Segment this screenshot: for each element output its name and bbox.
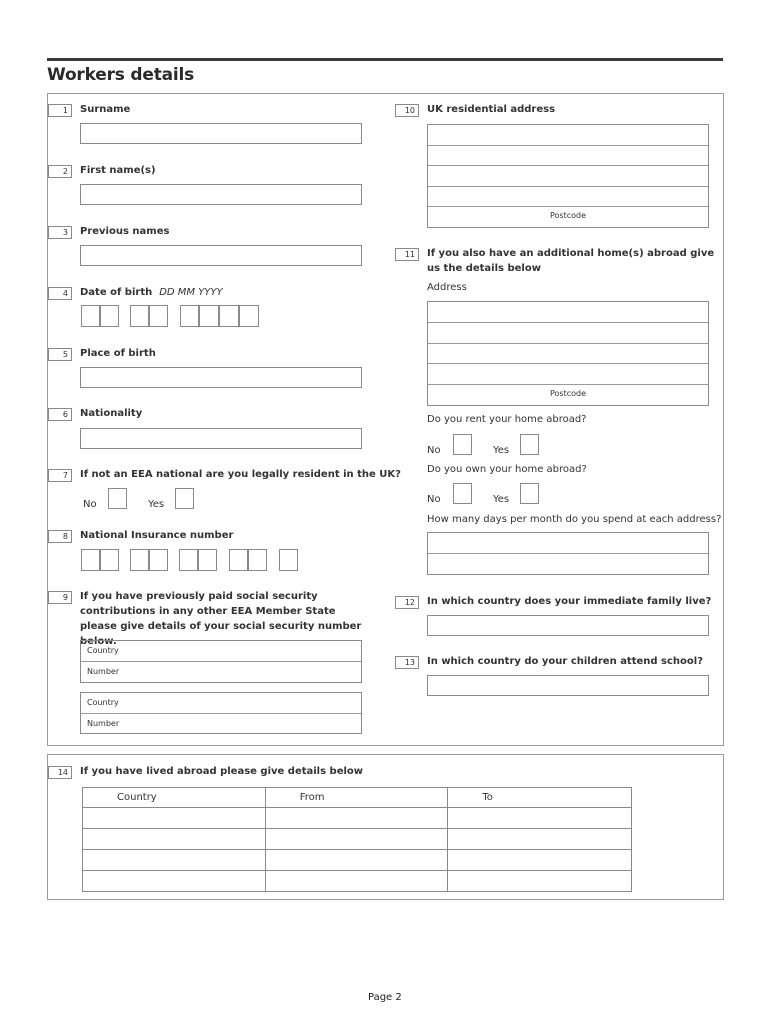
days-per-month-question: How many days per month do you spend at each address? xyxy=(427,514,722,525)
field-number-5: 5 xyxy=(48,348,72,361)
home-abroad-label: If you also have an additional home(s) abroad give us the details below xyxy=(427,248,715,274)
ni-char-2[interactable] xyxy=(100,549,119,571)
page-number: Page 2 xyxy=(368,992,402,1003)
field-number-1: 1 xyxy=(48,104,72,117)
place-of-birth-input[interactable] xyxy=(80,367,362,388)
ni-char-4[interactable] xyxy=(149,549,168,571)
ni-char-5[interactable] xyxy=(179,549,198,571)
to-cell[interactable] xyxy=(448,871,632,892)
table-header-row xyxy=(83,788,632,808)
table-row xyxy=(83,850,632,871)
table-row xyxy=(83,871,632,892)
nationality-label: Nationality xyxy=(80,408,143,419)
date-format-hint: DD MM YYYY xyxy=(159,287,223,298)
dob-year-digit-4[interactable] xyxy=(239,305,259,327)
dob-month-digit-1[interactable] xyxy=(130,305,149,327)
ni-char-6[interactable] xyxy=(198,549,217,571)
legal-resident-no-checkbox[interactable] xyxy=(108,488,127,509)
field-number-12: 12 xyxy=(395,596,419,609)
family-country-label: In which country does your immediate family live? xyxy=(427,596,712,607)
rent-home-question: Do you rent your home abroad? xyxy=(427,414,587,425)
date-of-birth-label xyxy=(80,285,223,300)
field-number-7: 7 xyxy=(48,469,72,482)
uk-address-line-1[interactable] xyxy=(428,125,708,146)
field-number-3: 3 xyxy=(48,226,72,239)
ssn-entry-1-country[interactable]: Country xyxy=(81,641,361,662)
top-rule xyxy=(47,58,723,61)
previous-names-input[interactable] xyxy=(80,245,362,266)
lived-abroad-label: If you have lived abroad please give details below xyxy=(80,766,364,777)
from-cell[interactable] xyxy=(265,829,448,850)
uk-postcode-field[interactable]: Postcode xyxy=(549,211,587,220)
dob-day-digit-1[interactable] xyxy=(81,305,100,327)
field-number-10: 10 xyxy=(395,104,419,117)
rent-no-label: No xyxy=(427,445,441,456)
dob-year-digit-2[interactable] xyxy=(199,305,219,327)
from-cell[interactable] xyxy=(265,808,448,829)
days-per-month-line-1[interactable] xyxy=(428,533,708,554)
uk-address-label: UK residential address xyxy=(427,104,556,115)
rent-no-checkbox[interactable] xyxy=(453,434,472,455)
legal-resident-no-label: No xyxy=(83,499,97,510)
rent-yes-checkbox[interactable] xyxy=(520,434,539,455)
surname-label: Surname xyxy=(80,104,131,115)
dob-day-digit-2[interactable] xyxy=(100,305,119,327)
date-of-birth-label-text: Date of birth xyxy=(80,287,153,298)
field-number-9: 9 xyxy=(48,591,72,604)
legal-resident-label: If not an EEA national are you legally resident in the UK? xyxy=(80,469,401,480)
column-header-country: Country xyxy=(83,788,266,808)
ssn-other-state-label: If you have previously paid social security contributions in any other EEA Member State please give details of your social security number below. xyxy=(80,591,362,647)
ni-char-9[interactable] xyxy=(279,549,298,571)
uk-address-line-4[interactable] xyxy=(428,187,708,207)
field-number-8: 8 xyxy=(48,530,72,543)
ni-char-1[interactable] xyxy=(81,549,100,571)
children-school-input[interactable] xyxy=(427,675,709,696)
country-cell[interactable] xyxy=(83,871,266,892)
country-cell[interactable] xyxy=(83,829,266,850)
nationality-input[interactable] xyxy=(80,428,362,449)
dob-month-digit-2[interactable] xyxy=(149,305,168,327)
home-abroad-address-label: Address xyxy=(427,282,467,293)
abroad-address-line-1[interactable] xyxy=(428,302,708,323)
ssn-entry-1-number[interactable]: Number xyxy=(87,667,120,676)
ni-number-label: National Insurance number xyxy=(80,530,234,541)
ssn-entry-2-number[interactable]: Number xyxy=(87,719,120,728)
own-home-question: Do you own your home abroad? xyxy=(427,464,587,475)
home-abroad-address-box xyxy=(427,301,709,406)
dob-year-digit-1[interactable] xyxy=(180,305,199,327)
field-number-14: 14 xyxy=(48,766,72,779)
column-header-to: To xyxy=(448,788,632,808)
field-number-11: 11 xyxy=(395,248,419,261)
previous-names-label: Previous names xyxy=(80,226,170,237)
family-country-input[interactable] xyxy=(427,615,709,636)
lived-abroad-table xyxy=(82,787,632,892)
abroad-address-line-3[interactable] xyxy=(428,344,708,364)
ni-char-8[interactable] xyxy=(248,549,267,571)
own-yes-checkbox[interactable] xyxy=(520,483,539,504)
country-cell[interactable] xyxy=(83,808,266,829)
to-cell[interactable] xyxy=(448,808,632,829)
from-cell[interactable] xyxy=(265,850,448,871)
country-cell[interactable] xyxy=(83,850,266,871)
abroad-address-line-2[interactable] xyxy=(428,323,708,344)
column-header-from: From xyxy=(265,788,448,808)
children-school-label: In which country do your children attend school? xyxy=(427,656,704,667)
ni-char-7[interactable] xyxy=(229,549,248,571)
days-per-month-box xyxy=(427,532,709,575)
first-names-input[interactable] xyxy=(80,184,362,205)
abroad-postcode-field[interactable]: Postcode xyxy=(549,389,587,398)
days-per-month-line-2[interactable] xyxy=(428,554,708,574)
uk-address-box xyxy=(427,124,709,228)
field-number-13: 13 xyxy=(395,656,419,669)
legal-resident-yes-label: Yes xyxy=(148,499,165,510)
ssn-entry-2 xyxy=(80,692,362,734)
own-no-checkbox[interactable] xyxy=(453,483,472,504)
from-cell[interactable] xyxy=(265,871,448,892)
section-title: Workers details xyxy=(47,65,195,85)
field-number-6: 6 xyxy=(48,408,72,421)
table-row xyxy=(83,808,632,829)
ssn-entry-1 xyxy=(80,640,362,683)
uk-address-line-3[interactable] xyxy=(428,166,708,187)
table-row xyxy=(83,829,632,850)
uk-address-line-2[interactable] xyxy=(428,146,708,166)
first-names-label: First name(s) xyxy=(80,165,156,176)
legal-resident-yes-checkbox[interactable] xyxy=(175,488,194,509)
ssn-entry-2-country[interactable]: Country xyxy=(81,693,361,714)
field-number-2: 2 xyxy=(48,165,72,178)
field-number-4: 4 xyxy=(48,287,72,300)
place-of-birth-label: Place of birth xyxy=(80,348,156,359)
own-yes-label: Yes xyxy=(493,494,510,505)
rent-yes-label: Yes xyxy=(493,445,510,456)
surname-input[interactable] xyxy=(80,123,362,144)
dob-year-digit-3[interactable] xyxy=(219,305,239,327)
to-cell[interactable] xyxy=(448,850,632,871)
ni-char-3[interactable] xyxy=(130,549,149,571)
to-cell[interactable] xyxy=(448,829,632,850)
abroad-address-line-4[interactable] xyxy=(428,364,708,385)
own-no-label: No xyxy=(427,494,441,505)
